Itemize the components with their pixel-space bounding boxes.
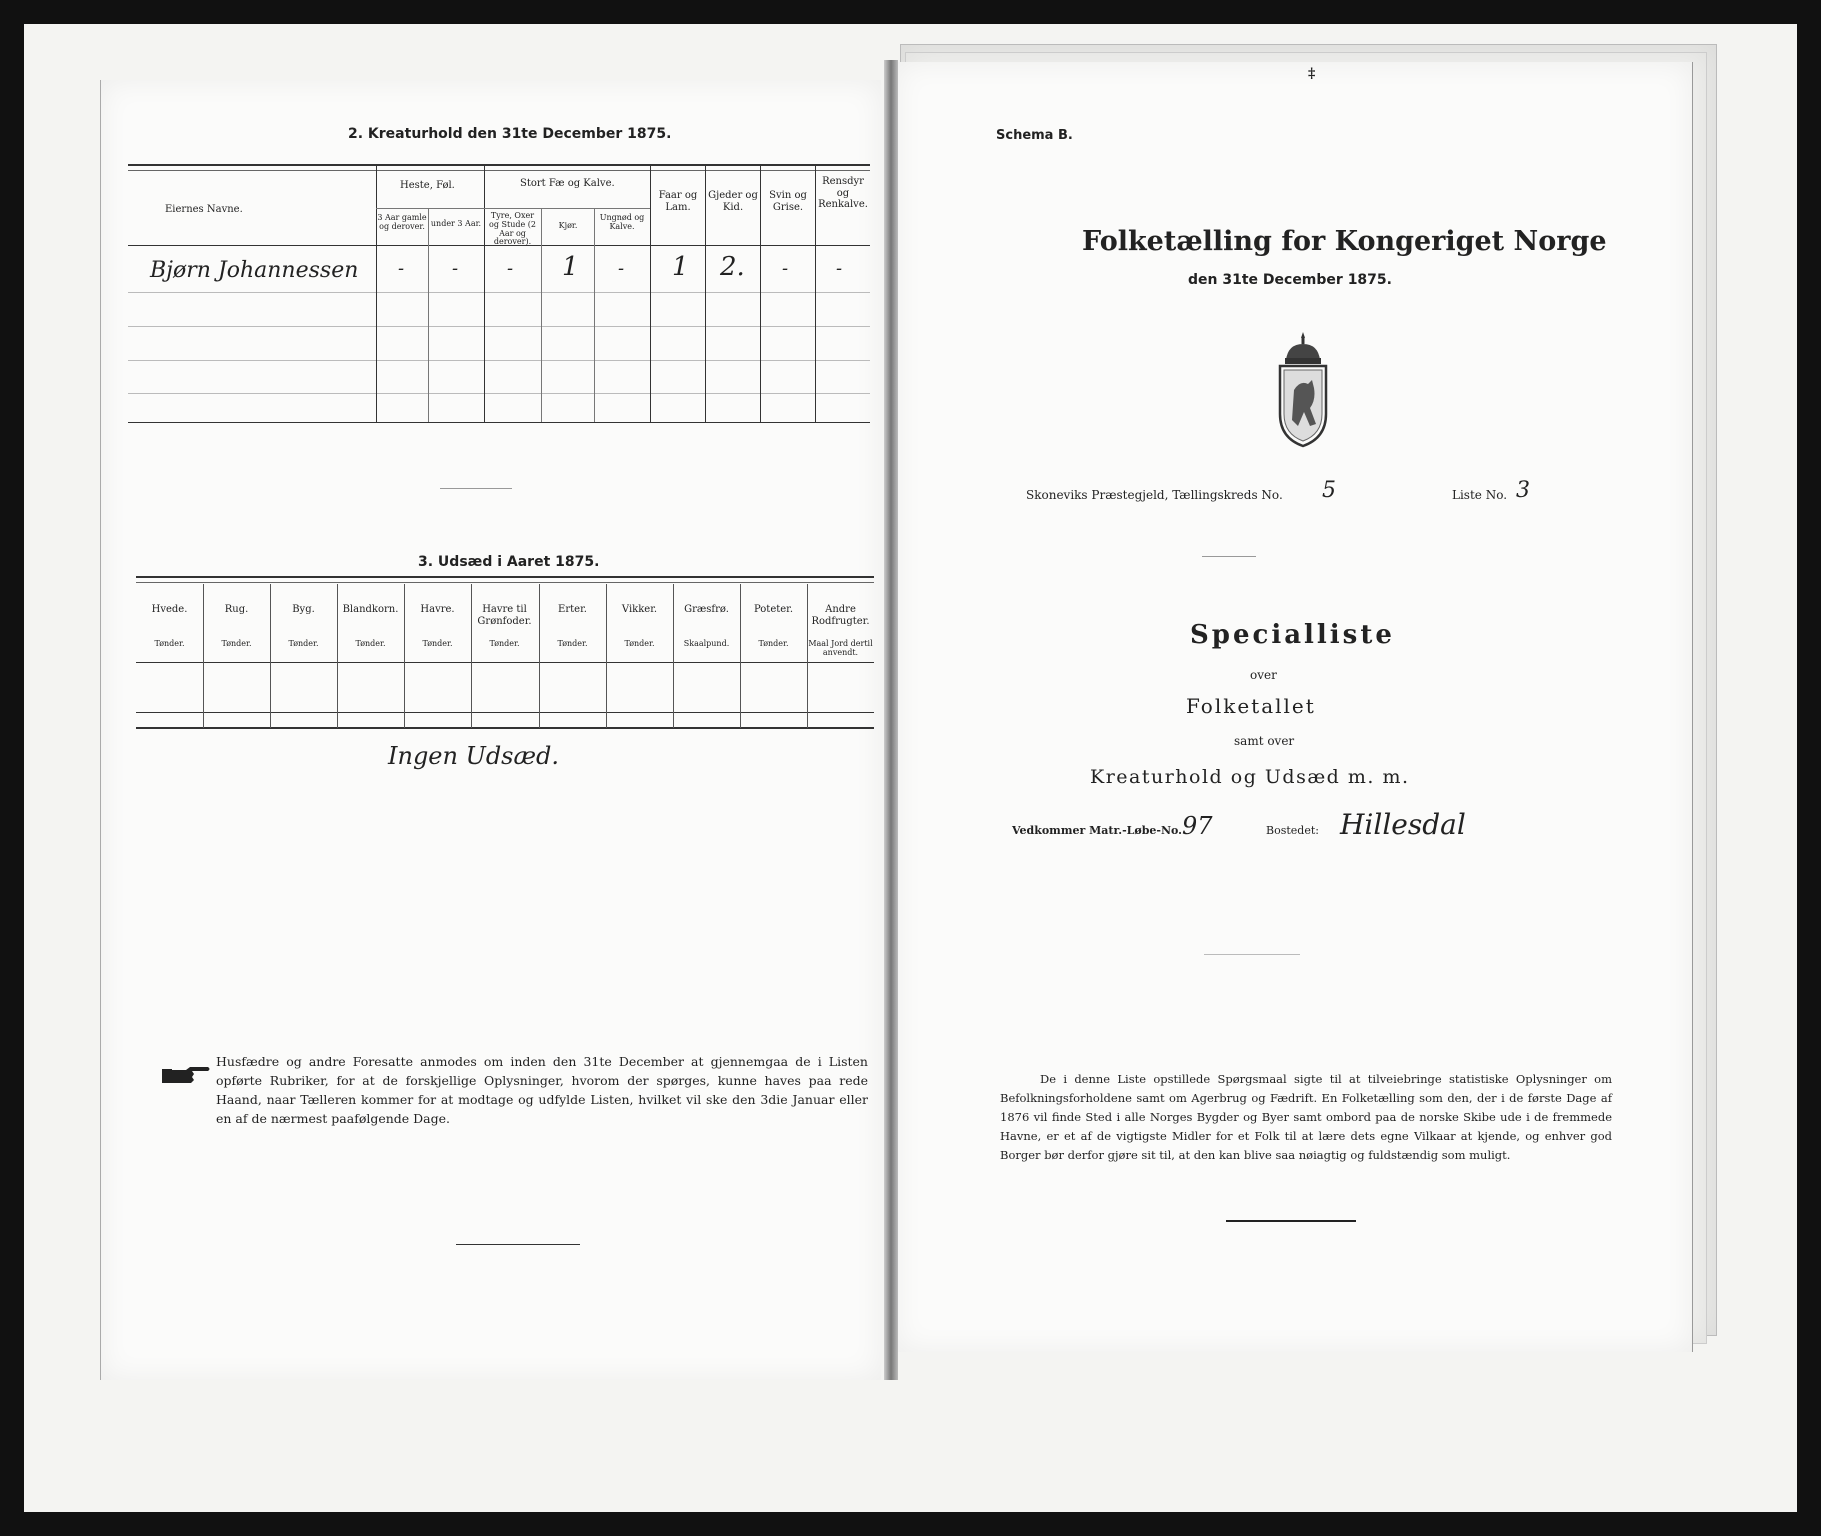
over-text: over xyxy=(1250,668,1277,682)
udsaed-col-unit: Tønder. xyxy=(557,639,588,648)
udsaed-col-name: Havre til Grønfoder. xyxy=(477,604,532,627)
section2-title: 2. Kreaturhold den 31te December 1875. xyxy=(348,126,672,142)
separator-rule xyxy=(1202,556,1256,557)
udsaed-col-unit: Tønder. xyxy=(154,639,185,648)
table3-top-rule-thin xyxy=(136,582,874,583)
cell-heste-a: - xyxy=(398,258,405,279)
udsaed-col-unit: Tønder. xyxy=(288,639,319,648)
separator-rule xyxy=(1204,954,1300,955)
udsaed-col-unit: Tønder. xyxy=(758,639,789,648)
cell-svin: - xyxy=(782,258,789,279)
udsaed-col-name: Poteter. xyxy=(753,604,794,615)
table2-vline xyxy=(484,166,485,422)
liste-label: Liste No. xyxy=(1452,488,1508,502)
cell-heste-b: - xyxy=(452,258,459,279)
udsaed-col-name: Erter. xyxy=(558,604,587,615)
udsaed-col-unit: Tønder. xyxy=(422,639,453,648)
cell-rensdyr: - xyxy=(836,258,843,279)
liste-number: 3 xyxy=(1516,478,1530,503)
col-faar-header: Faar og Lam. xyxy=(658,190,698,213)
table3-bottom-rule xyxy=(136,727,874,729)
info-text: De i denne Liste opstillede Spørgsmaal sigte til at tilveiebringe statistiske Oplysninger om Befolkningsforholdene samt om Agerbrug og Fædrift. En Folketælling som den, der i de første Dage af 1876 vil finde Sted i alle Norges Bygder og Byer samt ombord paa de norske Skibe ude i de fremmede Havne, er et af de vigtigste Midler for et Folk til at lære dets egne Vilkaar at kjende, og enhver god Borger bør derfor gjøre sit til, at den kan blive saa nøiagtig og fuldstændig som muligt. xyxy=(1000,1072,1612,1162)
owner-name-cell: Bjørn Johannessen xyxy=(150,258,359,283)
book-spine xyxy=(884,60,898,1380)
udsaed-col-unit: Skaalpund. xyxy=(683,639,730,648)
parish-line: Skoneviks Præstegjeld, Tællingskreds No. xyxy=(1026,488,1283,502)
matr-label: Vedkommer Matr.-Løbe-No. xyxy=(1012,824,1182,837)
matr-number: 97 xyxy=(1182,812,1213,840)
udsaed-col-name: Byg. xyxy=(292,604,315,615)
table2-row-rule xyxy=(128,326,870,327)
cell-stort-a: - xyxy=(507,258,514,279)
table2-row-rule xyxy=(128,393,870,394)
col-gjeder-header: Gjeder og Kid. xyxy=(708,190,758,213)
udsaed-col-name: Rug. xyxy=(224,604,249,615)
udsaed-col-unit: Tønder. xyxy=(355,639,386,648)
separator-rule xyxy=(440,488,512,489)
subtitle: den 31te December 1875. xyxy=(1188,272,1392,288)
table3-body-rule xyxy=(136,712,874,713)
section3-title: 3. Udsæd i Aaret 1875. xyxy=(418,554,600,570)
col-heste-a-header: 3 Aar gamle og derover. xyxy=(377,213,427,231)
udsaed-col-name: Græsfrø. xyxy=(684,604,729,615)
page-mark: ‡ xyxy=(1308,66,1316,82)
coat-of-arms-icon xyxy=(1276,330,1330,448)
table2-row-rule xyxy=(128,360,870,361)
main-title: Folketælling for Kongeriget Norge xyxy=(1082,226,1607,257)
udsaed-col-name: Havre. xyxy=(420,604,455,615)
col-owner-header: Eiernes Navne. xyxy=(165,204,243,215)
udsaed-col-unit: Maal Jord dertil anvendt. xyxy=(808,639,873,657)
udsaed-col-unit: Tønder. xyxy=(489,639,520,648)
table2-row-rule xyxy=(128,292,870,293)
grp-stort-header: Stort Fæ og Kalve. xyxy=(520,178,615,189)
col-stort-c-header: Ungnød og Kalve. xyxy=(599,213,645,231)
udsaed-col-name: Vikker. xyxy=(621,604,658,615)
col-stort-a-header: Tyre, Oxer og Stude (2 Aar og derover). xyxy=(489,211,536,247)
table2-top-rule xyxy=(128,164,870,166)
table2-top-rule-thin xyxy=(128,170,870,171)
table2-vline xyxy=(541,208,542,422)
cell-stort-b: 1 xyxy=(562,252,579,282)
table3-header-rule xyxy=(136,662,874,663)
bosted-label: Bostedet: xyxy=(1266,824,1319,837)
bosted-value: Hillesdal xyxy=(1340,808,1466,841)
table2-subheader-rule xyxy=(376,208,650,209)
folketallet-text: Folketallet xyxy=(1186,694,1316,718)
udsaed-col-unit: Tønder. xyxy=(221,639,252,648)
col-rensdyr-header: Rensdyr og Renkalve. xyxy=(818,176,868,210)
table2-vline xyxy=(376,166,377,422)
handwritten-note: Ingen Udsæd. xyxy=(388,742,560,770)
cell-stort-c: - xyxy=(618,258,625,279)
udsaed-col-name: Andre Rodfrugter. xyxy=(811,604,870,627)
udsaed-col-name: Hvede. xyxy=(151,604,188,615)
pointing-hand-icon xyxy=(162,1065,212,1087)
col-heste-b-header: under 3 Aar. xyxy=(430,219,482,228)
cell-faar: 1 xyxy=(672,252,689,282)
udsaed-col-unit: Tønder. xyxy=(624,639,655,648)
col-svin-header: Svin og Grise. xyxy=(769,190,807,213)
table3-top-rule xyxy=(136,576,874,578)
krets-number: 5 xyxy=(1322,478,1336,503)
notice-text: Husfædre og andre Foresatte anmodes om inden den 31te December at gjennemgaa de i Listen opførte Rubriker, for at de forskjellige Oplysninger, hvorom der spørges, kunne haves paa rede Haand, naar Tælleren kommer for at modtage og udfylde Listen, hvilket vil ske den 3die Januar eller en af de nærmest paafølgende Dage. xyxy=(216,1054,868,1126)
grp-heste-header: Heste, Føl. xyxy=(400,180,455,191)
udsaed-col-name: Blandkorn. xyxy=(342,604,399,615)
table2-vline xyxy=(428,208,429,422)
specialliste-heading: Specialliste xyxy=(1190,620,1395,650)
col-stort-b-header: Kjør. xyxy=(558,221,578,230)
schema-label: Schema B. xyxy=(996,128,1073,143)
samt-over-text: samt over xyxy=(1234,734,1295,748)
footer-rule xyxy=(456,1244,580,1245)
cell-gjeder: 2. xyxy=(720,252,745,282)
table2-vline xyxy=(594,208,595,422)
footer-rule xyxy=(1226,1220,1356,1222)
kreaturhold-text: Kreaturhold og Udsæd m. m. xyxy=(1090,766,1410,788)
table2-bottom-rule xyxy=(128,422,870,423)
